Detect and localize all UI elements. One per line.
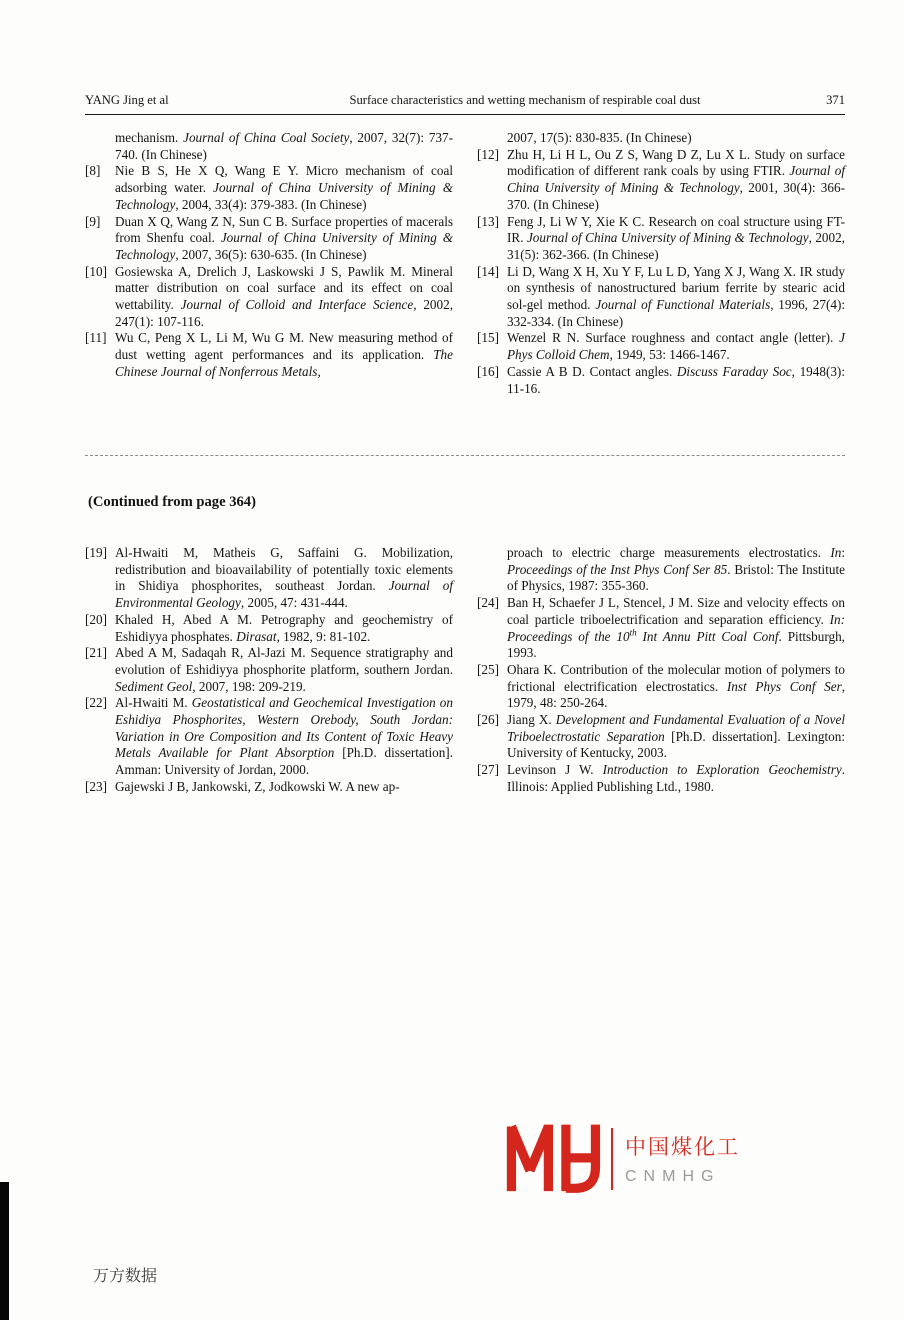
reference-label: [8]	[85, 163, 101, 179]
reference-text: Khaled H, Abed A M. Petrography and geochemistry of Eshidiyya phosphates. Dirasat, 1982, 9: 81-102.	[115, 611, 453, 644]
page-number: 371	[826, 93, 845, 107]
reference-text: Duan X Q, Wang Z N, Sun C B. Surface properties of macerals from Shenfu coal. Journal of China University of Mining & Technology, 2007, 36(5): 630-635. (In Chinese)	[115, 213, 453, 262]
reference-text: Gosiewska A, Drelich J, Laskowski J S, Pawlik M. Mineral matter distribution on coal surface and its effect on coal wettability. Journal of Colloid and Interface Science, 2002, 247(1): 107-116.	[115, 263, 453, 329]
reference-label: [15]	[477, 330, 499, 346]
reference-item	[85, 264, 453, 331]
reference-item	[477, 264, 845, 331]
reference-text: Al-Hwaiti M, Matheis G, Saffaini G. Mobilization, redistribution and bioavailability of potentially toxic elements in Shidiya phosphorites, southeast Jordan. Journal of Environmental Geology, 2005, 47: 431-444.	[115, 545, 453, 611]
reference-label: [11]	[85, 330, 107, 346]
references-section-2	[85, 545, 845, 796]
references-column-left	[85, 545, 453, 796]
reference-item	[477, 712, 845, 762]
reference-label: [23]	[85, 778, 107, 794]
reference-item	[477, 330, 845, 363]
references-section-1	[85, 130, 845, 397]
reference-text: Cassie A B D. Contact angles. Discuss Faraday Soc, 1948(3): 11-16.	[507, 363, 845, 396]
scan-artifact-bar	[0, 1182, 9, 1320]
reference-label: [16]	[477, 363, 499, 379]
logo-text	[625, 1131, 740, 1186]
reference-item	[477, 545, 845, 595]
reference-item	[85, 130, 453, 163]
reference-item	[85, 612, 453, 645]
reference-text: Wu C, Peng X L, Li M, Wu G M. New measuring method of dust wetting agent performances and its application. The Chinese Journal of Nonferrous Metals,	[115, 330, 453, 379]
reference-label: [13]	[477, 213, 499, 229]
reference-label: [20]	[85, 611, 107, 627]
reference-label: [10]	[85, 263, 107, 279]
reference-label: [9]	[85, 213, 101, 229]
logo-latin-name: CNMHG	[625, 1168, 721, 1185]
reference-text: Zhu H, Li H L, Ou Z S, Wang D Z, Lu X L. Study on surface modification of different rank coals by using FTIR. Journal of China University of Mining & Technology, 2001, 30(4): 366-370. (In Chinese)	[507, 146, 845, 212]
reference-item	[477, 662, 845, 712]
logo-divider	[611, 1128, 613, 1190]
reference-item	[85, 695, 453, 779]
reference-item	[477, 595, 845, 662]
page-header	[85, 93, 845, 115]
reference-item	[85, 779, 453, 796]
reference-text: Jiang X. Development and Fundamental Evaluation of a Novel Triboelectrostatic Separation [Ph.D. dissertation]. Lexington: University of Kentucky, 2003.	[507, 712, 845, 761]
reference-item	[477, 762, 845, 795]
reference-text: mechanism. Journal of China Coal Society, 2007, 32(7): 737-740. (In Chinese)	[115, 130, 454, 162]
reference-text: Abed A M, Sadaqah R, Al-Jazi M. Sequence stratigraphy and evolution of Eshidiyya phosphorite platform, southern Jordan. Sediment Geol, 2007, 198: 209-219.	[115, 645, 453, 694]
reference-label: [12]	[477, 146, 499, 162]
reference-item	[477, 130, 845, 147]
running-head-title: Surface characteristics and wetting mechanism of respirable coal dust	[349, 93, 701, 107]
reference-text: Levinson J W. Introduction to Exploration Geochemistry. Illinois: Applied Publishing Ltd., 1980.	[507, 762, 845, 794]
section-separator	[85, 455, 845, 456]
reference-item	[477, 214, 845, 264]
reference-label: [24]	[477, 595, 499, 611]
reference-text: Wenzel R N. Surface roughness and contact angle (letter). J Phys Colloid Chem, 1949, 53: 1466-1467.	[507, 330, 845, 363]
reference-item	[85, 163, 453, 213]
reference-label: [14]	[477, 263, 499, 279]
reference-label: [19]	[85, 545, 107, 560]
cnmhg-logo-icon	[505, 1118, 601, 1199]
reference-text: Feng J, Li W Y, Xie K C. Research on coal structure using FT-IR. Journal of China University of Mining & Technology, 2002, 31(5): 362-366. (In Chinese)	[507, 213, 846, 262]
reference-item	[477, 147, 845, 214]
reference-item	[85, 545, 453, 612]
reference-text: proach to electric charge measurements electrostatics. In: Proceedings of the Inst Phys Conf Ser 85. Bristol: The Institute of Physics, 1987: 355-360.	[507, 545, 845, 594]
reference-label: [27]	[477, 762, 499, 778]
reference-label: [22]	[85, 695, 107, 711]
reference-text: Li D, Wang X H, Xu Y F, Lu L D, Yang X J, Wang X. IR study on synthesis of nanostructured barium ferrite by stearic acid sol-gel method. Journal of Functional Materials, 1996, 27(4): 332-334. (In Chinese)	[507, 263, 846, 329]
reference-item	[85, 330, 453, 380]
continued-heading: (Continued from page 364)	[88, 494, 256, 510]
reference-label: [21]	[85, 645, 107, 661]
reference-text: Ohara K. Contribution of the molecular motion of polymers to frictional electrification electrostatics. Inst Phys Conf Ser, 1979, 48: 250-264.	[507, 661, 845, 711]
reference-text: Gajewski J B, Jankowski, Z, Jodkowski W. A new ap-	[115, 778, 400, 794]
reference-item	[85, 645, 453, 695]
reference-label: [26]	[477, 712, 499, 728]
references-column-right	[477, 545, 845, 796]
running-head-author: YANG Jing et al	[85, 93, 169, 107]
logo-chinese-name: 中国煤化工	[625, 1136, 740, 1159]
reference-text: Nie B S, He X Q, Wang E Y. Micro mechanism of coal adsorbing water. Journal of China University of Mining & Technology, 2004, 33(4): 379-383. (In Chinese)	[115, 163, 453, 212]
reference-item	[477, 364, 845, 397]
reference-text: Al-Hwaiti M. Geostatistical and Geochemical Investigation on Eshidiya Phosphorites, Western Orebody, South Jordan: Variation in Ore Composition and Its Content of Toxic Heavy Metals Available for Plant Absorption [Ph.D. dissertation]. Amman: University of Jordan, 2000.	[115, 695, 453, 778]
publisher-logo	[505, 1118, 740, 1199]
references-column-left	[85, 130, 453, 397]
references-column-right	[477, 130, 845, 397]
reference-item	[85, 214, 453, 264]
wanfang-watermark: 万方数据	[93, 1266, 158, 1285]
reference-text: 2007, 17(5): 830-835. (In Chinese)	[507, 130, 692, 145]
reference-text: Ban H, Schaefer J L, Stencel, J M. Size and velocity effects on coal particle triboelectrification and separation efficiency. In: Proceedings of the 10th Int Annu Pitt Coal Conf. Pittsburgh, 1993.	[507, 595, 845, 661]
reference-label: [25]	[477, 661, 499, 677]
